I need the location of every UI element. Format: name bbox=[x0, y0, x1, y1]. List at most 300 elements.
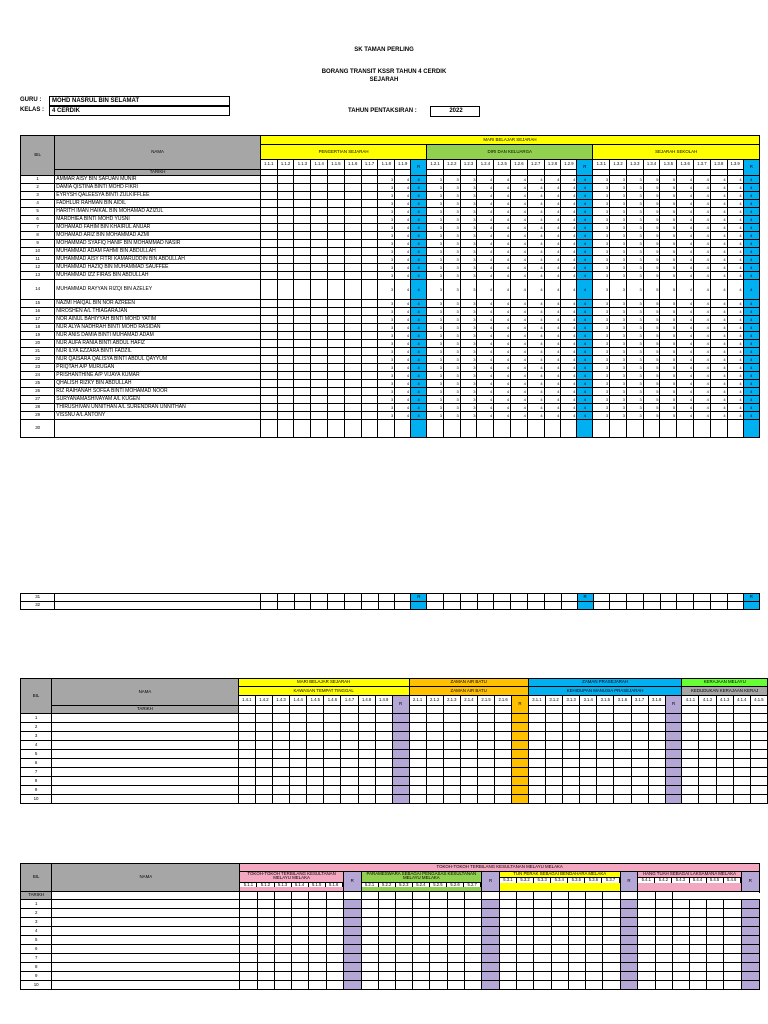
score-cell[interactable] bbox=[648, 732, 665, 741]
score-cell[interactable] bbox=[361, 316, 378, 324]
score-cell[interactable]: 4 bbox=[561, 256, 577, 264]
score-cell[interactable] bbox=[460, 777, 477, 786]
score-cell[interactable]: 4 bbox=[477, 208, 494, 216]
score-cell[interactable] bbox=[447, 909, 464, 918]
score-cell[interactable] bbox=[238, 795, 255, 804]
score-cell[interactable]: 4 bbox=[527, 192, 544, 200]
score-cell[interactable]: 3 bbox=[593, 176, 610, 184]
score-cell[interactable]: 3 bbox=[427, 340, 444, 348]
score-cell[interactable]: 3 bbox=[378, 300, 395, 308]
score-cell[interactable] bbox=[464, 909, 481, 918]
score-cell[interactable] bbox=[672, 927, 689, 936]
score-cell[interactable] bbox=[690, 936, 707, 945]
score-cell[interactable] bbox=[326, 918, 343, 927]
score-cell[interactable] bbox=[344, 324, 361, 332]
score-cell[interactable]: 3 bbox=[443, 364, 460, 372]
score-cell[interactable] bbox=[294, 184, 311, 192]
score-cell[interactable]: 3 bbox=[443, 396, 460, 404]
score-cell[interactable]: 4 bbox=[544, 280, 561, 300]
score-cell[interactable]: 4 bbox=[527, 388, 544, 396]
score-cell[interactable]: 3 bbox=[378, 404, 395, 412]
score-cell[interactable]: 3 bbox=[626, 240, 643, 248]
score-cell[interactable] bbox=[378, 981, 395, 990]
score-cell[interactable]: 4 bbox=[511, 332, 528, 340]
score-cell[interactable] bbox=[311, 420, 328, 438]
score-cell[interactable] bbox=[277, 280, 294, 300]
score-cell[interactable] bbox=[344, 602, 361, 610]
score-cell[interactable] bbox=[311, 300, 328, 308]
score-cell[interactable]: 5 bbox=[643, 240, 660, 248]
score-cell[interactable]: 4 bbox=[527, 280, 544, 300]
score-cell[interactable]: 3 bbox=[610, 340, 627, 348]
score-cell[interactable]: 4 bbox=[511, 240, 528, 248]
score-cell[interactable] bbox=[273, 741, 290, 750]
score-cell[interactable]: 3 bbox=[460, 380, 477, 388]
score-cell[interactable]: 4 bbox=[477, 372, 494, 380]
score-cell[interactable]: 4 bbox=[710, 232, 727, 240]
score-cell[interactable] bbox=[603, 909, 620, 918]
score-cell[interactable] bbox=[716, 750, 733, 759]
score-cell[interactable] bbox=[344, 300, 361, 308]
tarikh-cell[interactable] bbox=[614, 706, 631, 714]
score-cell[interactable] bbox=[568, 927, 585, 936]
score-cell[interactable] bbox=[311, 308, 328, 316]
score-cell[interactable] bbox=[724, 981, 741, 990]
score-cell[interactable]: 4 bbox=[694, 308, 711, 316]
score-cell[interactable]: 4 bbox=[477, 412, 494, 420]
score-cell[interactable] bbox=[277, 412, 294, 420]
score-cell[interactable]: 3 bbox=[593, 208, 610, 216]
score-cell[interactable]: 4 bbox=[511, 264, 528, 272]
score-cell[interactable]: 3 bbox=[378, 364, 395, 372]
score-cell[interactable]: 3 bbox=[626, 208, 643, 216]
score-cell[interactable] bbox=[257, 918, 274, 927]
score-cell[interactable]: 4 bbox=[544, 300, 561, 308]
score-cell[interactable] bbox=[610, 594, 627, 602]
score-cell[interactable] bbox=[586, 927, 603, 936]
tarikh-cell[interactable] bbox=[495, 706, 512, 714]
score-cell[interactable] bbox=[716, 714, 733, 723]
score-cell[interactable]: 3 bbox=[378, 176, 395, 184]
score-cell[interactable] bbox=[638, 918, 655, 927]
score-cell[interactable] bbox=[586, 981, 603, 990]
score-cell[interactable] bbox=[733, 768, 750, 777]
tarikh-cell[interactable] bbox=[733, 706, 750, 714]
score-cell[interactable] bbox=[677, 594, 694, 602]
score-cell[interactable] bbox=[638, 927, 655, 936]
score-cell[interactable] bbox=[277, 404, 294, 412]
score-cell[interactable]: 4 bbox=[561, 356, 577, 364]
score-cell[interactable] bbox=[580, 759, 597, 768]
score-cell[interactable] bbox=[699, 786, 716, 795]
score-cell[interactable] bbox=[260, 240, 277, 248]
score-cell[interactable] bbox=[545, 723, 562, 732]
score-cell[interactable] bbox=[277, 420, 294, 438]
score-cell[interactable]: 4 bbox=[727, 364, 743, 372]
score-cell[interactable]: 4 bbox=[511, 380, 528, 388]
score-cell[interactable] bbox=[378, 900, 395, 909]
score-cell[interactable]: 4 bbox=[677, 208, 694, 216]
score-cell[interactable] bbox=[396, 918, 413, 927]
score-cell[interactable] bbox=[274, 909, 291, 918]
score-cell[interactable] bbox=[443, 795, 460, 804]
score-cell[interactable]: 3 bbox=[427, 224, 444, 232]
score-cell[interactable] bbox=[396, 972, 413, 981]
score-cell[interactable]: 3 bbox=[593, 380, 610, 388]
score-cell[interactable]: 4 bbox=[527, 300, 544, 308]
score-cell[interactable] bbox=[586, 972, 603, 981]
score-cell[interactable] bbox=[563, 786, 580, 795]
score-cell[interactable]: 5 bbox=[660, 200, 677, 208]
score-cell[interactable]: 4 bbox=[395, 176, 411, 184]
score-cell[interactable] bbox=[361, 954, 378, 963]
score-cell[interactable]: 3 bbox=[443, 316, 460, 324]
score-cell[interactable] bbox=[716, 768, 733, 777]
score-cell[interactable] bbox=[255, 786, 272, 795]
score-cell[interactable] bbox=[672, 981, 689, 990]
score-cell[interactable] bbox=[361, 404, 378, 412]
score-cell[interactable]: 4 bbox=[727, 372, 743, 380]
score-cell[interactable] bbox=[694, 602, 711, 610]
score-cell[interactable]: 4 bbox=[527, 396, 544, 404]
score-cell[interactable]: 4 bbox=[561, 208, 577, 216]
score-cell[interactable]: 3 bbox=[626, 372, 643, 380]
score-cell[interactable] bbox=[328, 324, 345, 332]
score-cell[interactable] bbox=[707, 927, 724, 936]
score-cell[interactable]: 3 bbox=[443, 184, 460, 192]
score-cell[interactable] bbox=[277, 192, 294, 200]
score-cell[interactable] bbox=[309, 909, 326, 918]
score-cell[interactable]: 5 bbox=[660, 280, 677, 300]
score-cell[interactable]: 3 bbox=[378, 380, 395, 388]
score-cell[interactable] bbox=[694, 420, 711, 438]
score-cell[interactable]: 3 bbox=[443, 176, 460, 184]
score-cell[interactable] bbox=[517, 954, 534, 963]
score-cell[interactable] bbox=[344, 364, 361, 372]
score-cell[interactable]: 3 bbox=[626, 388, 643, 396]
score-cell[interactable]: 5 bbox=[643, 300, 660, 308]
score-cell[interactable]: 4 bbox=[561, 396, 577, 404]
score-cell[interactable]: 3 bbox=[443, 200, 460, 208]
score-cell[interactable] bbox=[614, 795, 631, 804]
score-cell[interactable]: 4 bbox=[544, 364, 561, 372]
score-cell[interactable] bbox=[707, 954, 724, 963]
tarikh-cell[interactable] bbox=[307, 706, 324, 714]
score-cell[interactable] bbox=[378, 954, 395, 963]
score-cell[interactable] bbox=[724, 963, 741, 972]
score-cell[interactable] bbox=[460, 768, 477, 777]
score-cell[interactable]: 3 bbox=[378, 356, 395, 364]
score-cell[interactable] bbox=[447, 945, 464, 954]
score-cell[interactable]: 4 bbox=[561, 372, 577, 380]
score-cell[interactable]: 4 bbox=[561, 176, 577, 184]
score-cell[interactable] bbox=[426, 723, 443, 732]
score-cell[interactable] bbox=[324, 795, 341, 804]
score-cell[interactable] bbox=[677, 602, 694, 610]
score-cell[interactable] bbox=[499, 909, 516, 918]
score-cell[interactable] bbox=[290, 759, 307, 768]
score-cell[interactable] bbox=[655, 936, 672, 945]
score-cell[interactable] bbox=[311, 176, 328, 184]
score-cell[interactable]: 4 bbox=[511, 224, 528, 232]
tarikh-cell[interactable] bbox=[603, 892, 620, 900]
score-cell[interactable]: 4 bbox=[477, 332, 494, 340]
score-cell[interactable]: 3 bbox=[460, 340, 477, 348]
score-cell[interactable] bbox=[724, 900, 741, 909]
score-cell[interactable]: 4 bbox=[527, 372, 544, 380]
score-cell[interactable] bbox=[464, 954, 481, 963]
score-cell[interactable]: 3 bbox=[626, 272, 643, 280]
score-cell[interactable]: 4 bbox=[527, 176, 544, 184]
score-cell[interactable]: 4 bbox=[544, 412, 561, 420]
score-cell[interactable] bbox=[495, 759, 512, 768]
score-cell[interactable]: 3 bbox=[626, 412, 643, 420]
score-cell[interactable]: 3 bbox=[593, 240, 610, 248]
score-cell[interactable]: 3 bbox=[593, 348, 610, 356]
score-cell[interactable]: 4 bbox=[477, 184, 494, 192]
score-cell[interactable] bbox=[409, 750, 426, 759]
score-cell[interactable] bbox=[277, 388, 294, 396]
score-cell[interactable]: 4 bbox=[677, 316, 694, 324]
score-cell[interactable]: 4 bbox=[527, 240, 544, 248]
score-cell[interactable]: 3 bbox=[610, 224, 627, 232]
score-cell[interactable] bbox=[277, 232, 294, 240]
score-cell[interactable]: 3 bbox=[443, 272, 460, 280]
score-cell[interactable]: 3 bbox=[593, 264, 610, 272]
score-cell[interactable]: 3 bbox=[593, 192, 610, 200]
score-cell[interactable]: 4 bbox=[710, 364, 727, 372]
score-cell[interactable] bbox=[290, 777, 307, 786]
score-cell[interactable] bbox=[396, 945, 413, 954]
score-cell[interactable] bbox=[495, 768, 512, 777]
score-cell[interactable] bbox=[580, 741, 597, 750]
score-cell[interactable] bbox=[361, 216, 378, 224]
score-cell[interactable]: 4 bbox=[710, 256, 727, 264]
score-cell[interactable] bbox=[375, 786, 392, 795]
score-cell[interactable]: 4 bbox=[710, 300, 727, 308]
score-cell[interactable] bbox=[311, 208, 328, 216]
score-cell[interactable] bbox=[648, 795, 665, 804]
score-cell[interactable] bbox=[341, 768, 358, 777]
score-cell[interactable] bbox=[273, 786, 290, 795]
tarikh-cell[interactable] bbox=[580, 706, 597, 714]
score-cell[interactable]: 4 bbox=[494, 372, 511, 380]
score-cell[interactable]: 5 bbox=[660, 272, 677, 280]
score-cell[interactable] bbox=[261, 594, 278, 602]
score-cell[interactable] bbox=[545, 714, 562, 723]
score-cell[interactable]: 4 bbox=[511, 232, 528, 240]
score-cell[interactable] bbox=[378, 594, 395, 602]
score-cell[interactable]: 5 bbox=[643, 264, 660, 272]
score-cell[interactable]: 3 bbox=[427, 348, 444, 356]
score-cell[interactable] bbox=[378, 936, 395, 945]
score-cell[interactable]: 4 bbox=[494, 248, 511, 256]
score-cell[interactable] bbox=[307, 759, 324, 768]
score-cell[interactable] bbox=[648, 750, 665, 759]
score-cell[interactable]: 3 bbox=[427, 308, 444, 316]
score-cell[interactable] bbox=[328, 200, 345, 208]
score-cell[interactable] bbox=[545, 786, 562, 795]
score-cell[interactable] bbox=[294, 216, 311, 224]
score-cell[interactable] bbox=[447, 954, 464, 963]
score-cell[interactable]: 4 bbox=[511, 248, 528, 256]
score-cell[interactable]: 4 bbox=[544, 216, 561, 224]
score-cell[interactable] bbox=[672, 972, 689, 981]
score-cell[interactable] bbox=[277, 216, 294, 224]
score-cell[interactable] bbox=[430, 900, 447, 909]
score-cell[interactable] bbox=[257, 972, 274, 981]
score-cell[interactable]: 5 bbox=[643, 348, 660, 356]
score-cell[interactable] bbox=[427, 602, 444, 610]
score-cell[interactable] bbox=[660, 602, 677, 610]
score-cell[interactable] bbox=[443, 777, 460, 786]
score-cell[interactable] bbox=[328, 248, 345, 256]
score-cell[interactable]: 4 bbox=[561, 404, 577, 412]
score-cell[interactable]: 4 bbox=[494, 412, 511, 420]
score-cell[interactable]: 4 bbox=[494, 192, 511, 200]
score-cell[interactable] bbox=[328, 240, 345, 248]
score-cell[interactable] bbox=[344, 264, 361, 272]
score-cell[interactable] bbox=[733, 723, 750, 732]
score-cell[interactable] bbox=[328, 412, 345, 420]
score-cell[interactable]: 5 bbox=[660, 388, 677, 396]
score-cell[interactable]: 3 bbox=[460, 224, 477, 232]
score-cell[interactable]: 3 bbox=[443, 232, 460, 240]
score-cell[interactable]: 4 bbox=[477, 340, 494, 348]
score-cell[interactable] bbox=[294, 300, 311, 308]
score-cell[interactable] bbox=[277, 602, 294, 610]
score-cell[interactable]: 4 bbox=[544, 272, 561, 280]
score-cell[interactable] bbox=[361, 963, 378, 972]
score-cell[interactable] bbox=[375, 759, 392, 768]
score-cell[interactable] bbox=[460, 750, 477, 759]
score-cell[interactable]: 4 bbox=[727, 272, 743, 280]
score-cell[interactable] bbox=[277, 396, 294, 404]
score-cell[interactable] bbox=[260, 200, 277, 208]
score-cell[interactable] bbox=[528, 786, 545, 795]
score-cell[interactable] bbox=[563, 768, 580, 777]
score-cell[interactable] bbox=[750, 750, 767, 759]
score-cell[interactable] bbox=[328, 300, 345, 308]
score-cell[interactable]: 3 bbox=[593, 184, 610, 192]
score-cell[interactable] bbox=[716, 732, 733, 741]
score-cell[interactable] bbox=[690, 900, 707, 909]
score-cell[interactable] bbox=[648, 723, 665, 732]
score-cell[interactable] bbox=[326, 900, 343, 909]
score-cell[interactable] bbox=[277, 272, 294, 280]
score-cell[interactable] bbox=[443, 420, 460, 438]
score-cell[interactable] bbox=[260, 272, 277, 280]
score-cell[interactable]: 4 bbox=[511, 272, 528, 280]
score-cell[interactable] bbox=[413, 927, 430, 936]
score-cell[interactable]: 4 bbox=[694, 200, 711, 208]
score-cell[interactable]: 4 bbox=[677, 396, 694, 404]
score-cell[interactable]: 3 bbox=[593, 308, 610, 316]
score-cell[interactable]: 4 bbox=[694, 356, 711, 364]
score-cell[interactable] bbox=[277, 208, 294, 216]
score-cell[interactable]: 3 bbox=[610, 208, 627, 216]
score-cell[interactable] bbox=[375, 714, 392, 723]
score-cell[interactable]: 3 bbox=[610, 192, 627, 200]
score-cell[interactable]: 4 bbox=[544, 240, 561, 248]
score-cell[interactable]: 4 bbox=[677, 412, 694, 420]
score-cell[interactable] bbox=[750, 732, 767, 741]
score-cell[interactable]: 3 bbox=[427, 192, 444, 200]
score-cell[interactable] bbox=[682, 732, 699, 741]
score-cell[interactable] bbox=[603, 900, 620, 909]
score-cell[interactable] bbox=[614, 786, 631, 795]
score-cell[interactable]: 5 bbox=[643, 356, 660, 364]
score-cell[interactable] bbox=[733, 750, 750, 759]
score-cell[interactable]: 4 bbox=[395, 264, 411, 272]
score-cell[interactable]: 4 bbox=[710, 200, 727, 208]
score-cell[interactable] bbox=[375, 723, 392, 732]
score-cell[interactable] bbox=[277, 348, 294, 356]
score-cell[interactable] bbox=[396, 927, 413, 936]
score-cell[interactable] bbox=[655, 900, 672, 909]
score-cell[interactable] bbox=[426, 741, 443, 750]
score-cell[interactable]: 3 bbox=[443, 380, 460, 388]
score-cell[interactable]: 4 bbox=[494, 256, 511, 264]
score-cell[interactable] bbox=[464, 981, 481, 990]
score-cell[interactable]: 4 bbox=[727, 192, 743, 200]
score-cell[interactable]: 5 bbox=[643, 364, 660, 372]
score-cell[interactable] bbox=[324, 723, 341, 732]
score-cell[interactable] bbox=[413, 945, 430, 954]
score-cell[interactable] bbox=[344, 256, 361, 264]
score-cell[interactable]: 4 bbox=[477, 264, 494, 272]
score-cell[interactable] bbox=[358, 741, 375, 750]
score-cell[interactable] bbox=[643, 594, 660, 602]
score-cell[interactable]: 3 bbox=[593, 200, 610, 208]
score-cell[interactable]: 4 bbox=[561, 248, 577, 256]
score-cell[interactable] bbox=[260, 332, 277, 340]
score-cell[interactable] bbox=[361, 200, 378, 208]
score-cell[interactable] bbox=[307, 732, 324, 741]
score-cell[interactable] bbox=[344, 404, 361, 412]
score-cell[interactable] bbox=[672, 909, 689, 918]
score-cell[interactable] bbox=[544, 594, 561, 602]
score-cell[interactable] bbox=[495, 732, 512, 741]
score-cell[interactable]: 4 bbox=[511, 372, 528, 380]
score-cell[interactable] bbox=[580, 723, 597, 732]
score-cell[interactable] bbox=[750, 777, 767, 786]
score-cell[interactable] bbox=[274, 972, 291, 981]
score-cell[interactable] bbox=[311, 594, 328, 602]
score-cell[interactable]: 3 bbox=[443, 388, 460, 396]
score-cell[interactable] bbox=[568, 963, 585, 972]
score-cell[interactable] bbox=[690, 972, 707, 981]
score-cell[interactable]: 3 bbox=[443, 280, 460, 300]
score-cell[interactable]: 3 bbox=[610, 176, 627, 184]
score-cell[interactable]: 5 bbox=[643, 372, 660, 380]
score-cell[interactable] bbox=[294, 404, 311, 412]
score-cell[interactable] bbox=[395, 594, 411, 602]
score-cell[interactable] bbox=[603, 945, 620, 954]
score-cell[interactable] bbox=[627, 594, 644, 602]
score-cell[interactable]: 5 bbox=[643, 404, 660, 412]
score-cell[interactable]: 3 bbox=[427, 216, 444, 224]
score-cell[interactable] bbox=[477, 732, 494, 741]
kelas-field[interactable]: 4 CERDIK bbox=[49, 106, 230, 116]
score-cell[interactable] bbox=[460, 714, 477, 723]
score-cell[interactable] bbox=[443, 768, 460, 777]
score-cell[interactable] bbox=[413, 936, 430, 945]
tarikh-cell[interactable] bbox=[716, 706, 733, 714]
score-cell[interactable] bbox=[716, 795, 733, 804]
score-cell[interactable]: 3 bbox=[378, 332, 395, 340]
score-cell[interactable]: 4 bbox=[727, 380, 743, 388]
